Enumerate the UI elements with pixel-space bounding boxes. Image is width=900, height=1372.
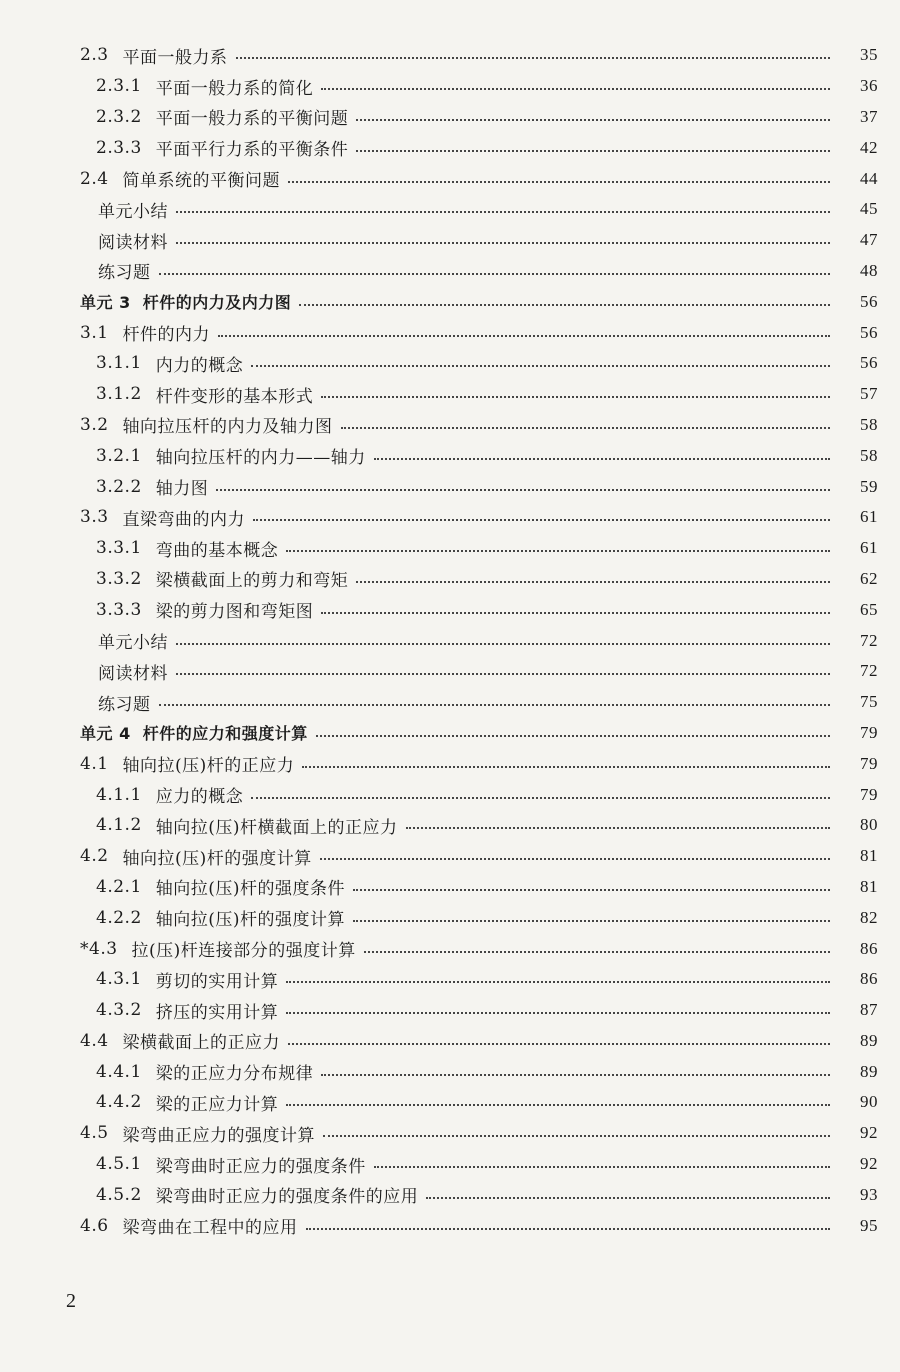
toc-entry-content [98, 628, 878, 653]
toc-entry-page: 44 [860, 168, 878, 188]
toc-entry-title: 平面一般力系的平衡问题 [155, 109, 349, 130]
toc-dot-leader [251, 797, 830, 799]
toc-entry-content [80, 320, 878, 345]
toc-entry-page: 65 [860, 599, 878, 619]
toc-dot-leader [159, 704, 831, 706]
toc-entry[interactable] [0, 964, 900, 995]
toc-dot-leader [321, 1074, 830, 1076]
toc-entry-title: 内力的概念 [155, 355, 244, 376]
toc-entry[interactable] [0, 902, 900, 933]
toc-dot-leader [374, 1166, 830, 1168]
toc-entry-title: 梁横截面上的正应力 [122, 1033, 281, 1054]
toc-entry-title: 阅读材料 [98, 663, 168, 684]
toc-dot-leader [286, 550, 830, 552]
toc-entry-number: 3.2.2 [96, 476, 142, 497]
toc-entry[interactable] [0, 718, 900, 749]
toc-entry-page: 81 [860, 876, 878, 896]
toc-entry-content [96, 74, 878, 99]
toc-dot-leader [374, 458, 830, 460]
toc-entry[interactable] [0, 348, 900, 379]
toc-entry[interactable] [0, 225, 900, 256]
toc-entry-content [96, 1059, 878, 1084]
toc-entry-number: 3.1.1 [96, 353, 142, 374]
toc-entry-title: 杆件的内力 [122, 325, 211, 346]
toc-entry-number: 2.3.2 [96, 106, 142, 127]
toc-entry-page: 80 [860, 815, 878, 835]
toc-dot-leader [176, 643, 830, 645]
toc-entry-title: 简单系统的平衡问题 [122, 171, 281, 192]
toc-entry-number: 4.1 [80, 753, 109, 774]
toc-entry-content [96, 782, 878, 807]
toc-dot-leader [176, 242, 830, 244]
toc-entry[interactable] [0, 256, 900, 287]
toc-entry[interactable] [0, 410, 900, 441]
toc-entry-page: 35 [860, 45, 878, 65]
toc-dot-leader [406, 827, 830, 829]
toc-entry-title: 轴向拉(压)杆的强度计算 [122, 848, 312, 869]
toc-entry-number: 单元 3 [80, 293, 131, 313]
toc-entry-content [80, 166, 878, 191]
toc-entry-content [96, 566, 878, 591]
toc-entry-content [96, 104, 878, 129]
toc-dot-leader [176, 673, 830, 675]
toc-dot-leader [321, 88, 830, 90]
toc-entry-title: 梁弯曲时正应力的强度条件的应用 [155, 1187, 419, 1208]
toc-entry-content [80, 412, 878, 437]
toc-entry-title: 轴向拉(压)杆横截面上的正应力 [155, 817, 398, 838]
toc-dot-leader [299, 304, 830, 306]
toc-entry-content [96, 998, 878, 1023]
toc-entry-content [98, 258, 878, 283]
toc-entry-content [80, 1121, 878, 1146]
toc-entry[interactable] [0, 1210, 900, 1241]
toc-entry[interactable] [0, 933, 900, 964]
toc-entry-title: 梁弯曲在工程中的应用 [122, 1218, 298, 1239]
toc-entry-number: 4.4 [80, 1030, 109, 1051]
toc-entry-page: 61 [860, 538, 878, 558]
toc-entry-content [96, 351, 878, 376]
toc-entry-page: 92 [860, 1154, 878, 1174]
toc-dot-leader [159, 273, 831, 275]
toc-entry-page: 45 [860, 199, 878, 219]
toc-entry-number: 4.3.2 [96, 1000, 142, 1021]
toc-entry-number: 3.3.1 [96, 538, 142, 559]
toc-entry-title: 杆件的应力和强度计算 [142, 724, 308, 744]
toc-entry-page: 36 [860, 76, 878, 96]
toc-entry-title: 阅读材料 [98, 232, 168, 253]
toc-entry[interactable] [0, 502, 900, 533]
toc-entry-title: 剪切的实用计算 [155, 971, 279, 992]
toc-entry-page: 89 [860, 1061, 878, 1081]
toc-dot-leader [353, 920, 830, 922]
toc-entry-page: 90 [860, 1092, 878, 1112]
toc-entry-content [96, 474, 878, 499]
toc-entry-number: 4.5.1 [96, 1154, 142, 1175]
toc-entry[interactable] [0, 594, 900, 625]
toc-dot-leader [288, 181, 830, 183]
toc-entry[interactable] [0, 1179, 900, 1210]
toc-entry-page: 56 [860, 322, 878, 342]
toc-entry-title: 练习题 [98, 263, 151, 284]
toc-entry-page: 62 [860, 568, 878, 588]
toc-entry-page: 58 [860, 414, 878, 434]
toc-entry-title: 挤压的实用计算 [155, 1002, 279, 1023]
toc-entry-number: 4.1.1 [96, 784, 142, 805]
toc-entry-content [80, 936, 878, 961]
toc-entry-number: 3.2.1 [96, 445, 142, 466]
toc-entry[interactable] [0, 471, 900, 502]
toc-entry[interactable] [0, 163, 900, 194]
toc-entry[interactable] [0, 40, 900, 71]
toc-dot-leader [356, 119, 830, 121]
toc-dot-leader [356, 150, 830, 152]
toc-entry-content [96, 967, 878, 992]
toc-entry-content [80, 43, 878, 68]
toc-dot-leader [302, 766, 830, 768]
toc-entry-title: 轴力图 [155, 479, 209, 500]
toc-entry-title: 应力的概念 [155, 787, 244, 808]
toc-entry-page: 37 [860, 106, 878, 126]
toc-entry[interactable] [0, 1056, 900, 1087]
toc-dot-leader [353, 889, 830, 891]
toc-entry-content [96, 1090, 878, 1115]
toc-dot-leader [286, 1104, 830, 1106]
toc-entry-content [80, 721, 878, 744]
toc-entry-page: 61 [860, 507, 878, 527]
toc-entry[interactable] [0, 1149, 900, 1180]
toc-entry-number: *4.3 [80, 938, 118, 959]
toc-entry-title: 练习题 [98, 694, 151, 715]
toc-entry-page: 81 [860, 846, 878, 866]
page-number: 2 [66, 1290, 76, 1312]
toc-entry-content [98, 690, 878, 715]
toc-entry-number: 3.2 [80, 414, 109, 435]
toc-entry-page: 47 [860, 230, 878, 250]
toc-entry-title: 拉(压)杆连接部分的强度计算 [131, 941, 356, 961]
toc-entry-content [96, 382, 878, 407]
toc-entry-title: 杆件变形的基本形式 [155, 386, 314, 407]
toc-entry-title: 平面一般力系 [122, 47, 228, 68]
toc-entry-number: 3.3 [80, 507, 109, 528]
toc-entry-content [98, 659, 878, 684]
toc-entry-number: 单元 4 [80, 724, 131, 744]
toc-entry-title: 平面平行力系的平衡条件 [155, 140, 349, 161]
toc-entry[interactable] [0, 533, 900, 564]
toc-entry[interactable] [0, 1118, 900, 1149]
toc-entry-content [98, 228, 878, 253]
toc-entry-number: 4.4.2 [96, 1092, 142, 1113]
toc-dot-leader [321, 612, 830, 614]
toc-entry-page: 79 [860, 722, 878, 742]
toc-entry-content [80, 290, 878, 313]
toc-entry-title: 轴向拉(压)杆的强度计算 [155, 910, 346, 931]
toc-dot-leader [364, 951, 830, 953]
toc-entry-content [96, 135, 878, 160]
toc-dot-leader [286, 981, 830, 983]
toc-entry[interactable] [0, 194, 900, 225]
toc-dot-leader [320, 858, 830, 860]
toc-entry-page: 79 [860, 784, 878, 804]
toc-entry-page: 87 [860, 1000, 878, 1020]
toc-entry-page: 95 [860, 1215, 878, 1235]
toc-entry-page: 79 [860, 753, 878, 773]
toc-entry-page: 58 [860, 445, 878, 465]
toc-entry-page: 86 [860, 938, 878, 958]
toc-entry-content [96, 874, 878, 899]
toc-dot-leader [323, 1135, 830, 1137]
toc-entry-title: 梁横截面上的剪力和弯矩 [155, 571, 349, 592]
toc-entry-number: 4.3.1 [96, 969, 142, 990]
toc-entry-title: 轴向拉压杆的内力及轴力图 [122, 417, 333, 438]
toc-dot-leader [286, 1012, 830, 1014]
toc-entry-content [96, 1182, 878, 1207]
toc-entry-number: 4.5.2 [96, 1184, 142, 1205]
toc-entry[interactable] [0, 625, 900, 656]
toc-entry-page: 42 [860, 137, 878, 157]
toc-entry-title: 杆件的内力及内力图 [142, 293, 292, 313]
toc-entry-title: 单元小结 [98, 201, 168, 222]
toc-entry-title: 弯曲的基本概念 [155, 540, 279, 561]
toc-entry-page: 75 [860, 692, 878, 712]
toc-entry-title: 轴向拉(压)杆的强度条件 [155, 879, 346, 900]
table-of-contents [0, 40, 900, 1241]
toc-entry-title: 梁的正应力计算 [155, 1094, 279, 1115]
toc-entry-number: 4.4.1 [96, 1061, 142, 1082]
toc-entry-page: 56 [860, 353, 878, 373]
toc-entry-number: 3.1.2 [96, 384, 142, 405]
toc-entry-page: 48 [860, 260, 878, 280]
toc-entry-page: 72 [860, 661, 878, 681]
toc-entry-number: 4.5 [80, 1123, 109, 1144]
toc-entry-number: 4.1.2 [96, 815, 142, 836]
toc-entry-page: 72 [860, 630, 878, 650]
toc-entry-number: 3.3.3 [96, 599, 142, 620]
toc-entry-content [96, 905, 878, 930]
toc-entry-content [96, 813, 878, 838]
toc-entry-number: 3.3.2 [96, 568, 142, 589]
toc-entry[interactable] [0, 1087, 900, 1118]
toc-entry-content [80, 1213, 878, 1238]
toc-entry-title: 轴向拉(压)杆的正应力 [122, 756, 295, 777]
toc-entry-title: 直梁弯曲的内力 [122, 509, 246, 530]
toc-entry-page: 92 [860, 1123, 878, 1143]
toc-entry-page: 89 [860, 1030, 878, 1050]
toc-entry-number: 2.4 [80, 168, 109, 189]
toc-dot-leader [316, 735, 830, 737]
toc-dot-leader [341, 427, 830, 429]
toc-entry[interactable] [0, 779, 900, 810]
toc-entry[interactable] [0, 872, 900, 903]
toc-entry[interactable] [0, 1026, 900, 1057]
toc-dot-leader [218, 335, 830, 337]
toc-dot-leader [251, 365, 830, 367]
toc-entry[interactable] [0, 379, 900, 410]
toc-dot-leader [321, 396, 830, 398]
toc-entry-number: 4.2.2 [96, 907, 142, 928]
toc-entry-title: 轴向拉压杆的内力——轴力 [155, 448, 366, 469]
toc-entry-number: 2.3.3 [96, 137, 142, 158]
toc-entry-title: 梁的正应力分布规律 [155, 1064, 314, 1085]
toc-entry-page: 59 [860, 476, 878, 496]
toc-entry-content [96, 1152, 878, 1177]
toc-dot-leader [306, 1228, 830, 1230]
toc-entry-page: 86 [860, 969, 878, 989]
toc-entry-number: 2.3 [80, 45, 109, 66]
toc-entry-content [80, 844, 878, 869]
toc-entry[interactable] [0, 687, 900, 718]
toc-dot-leader [356, 581, 830, 583]
toc-entry-content [96, 443, 878, 468]
toc-entry[interactable] [0, 564, 900, 595]
toc-entry[interactable] [0, 317, 900, 348]
toc-entry-page: 82 [860, 907, 878, 927]
toc-entry-number: 4.2.1 [96, 876, 142, 897]
toc-entry[interactable] [0, 841, 900, 872]
toc-entry[interactable] [0, 656, 900, 687]
toc-entry-page: 93 [860, 1184, 878, 1204]
toc-entry-number: 4.6 [80, 1215, 109, 1236]
toc-dot-leader [236, 57, 830, 59]
toc-entry-content [96, 597, 878, 622]
toc-entry-content [98, 197, 878, 222]
toc-entry-page: 56 [860, 291, 878, 311]
toc-entry-content [96, 536, 878, 561]
toc-entry-content [80, 751, 878, 776]
toc-entry[interactable] [0, 810, 900, 841]
toc-entry[interactable] [0, 132, 900, 163]
toc-entry[interactable] [0, 748, 900, 779]
toc-entry-number: 3.1 [80, 322, 109, 343]
toc-entry-page: 57 [860, 384, 878, 404]
toc-entry[interactable] [0, 71, 900, 102]
toc-entry[interactable] [0, 286, 900, 317]
toc-entry-number: 2.3.1 [96, 76, 142, 97]
toc-dot-leader [288, 1043, 830, 1045]
toc-entry[interactable] [0, 995, 900, 1026]
toc-entry-title: 梁的剪力图和弯矩图 [155, 602, 314, 623]
toc-dot-leader [426, 1197, 830, 1199]
toc-entry-number: 4.2 [80, 846, 109, 867]
toc-entry[interactable] [0, 102, 900, 133]
toc-entry-title: 单元小结 [98, 633, 168, 654]
toc-entry-content [80, 505, 878, 530]
toc-dot-leader [176, 211, 830, 213]
toc-entry[interactable] [0, 440, 900, 471]
toc-entry-title: 梁弯曲时正应力的强度条件 [155, 1156, 366, 1177]
toc-entry-title: 平面一般力系的简化 [155, 78, 314, 99]
toc-entry-title: 梁弯曲正应力的强度计算 [122, 1125, 316, 1146]
toc-dot-leader [216, 489, 830, 491]
toc-dot-leader [253, 519, 830, 521]
toc-entry-content [80, 1028, 878, 1053]
